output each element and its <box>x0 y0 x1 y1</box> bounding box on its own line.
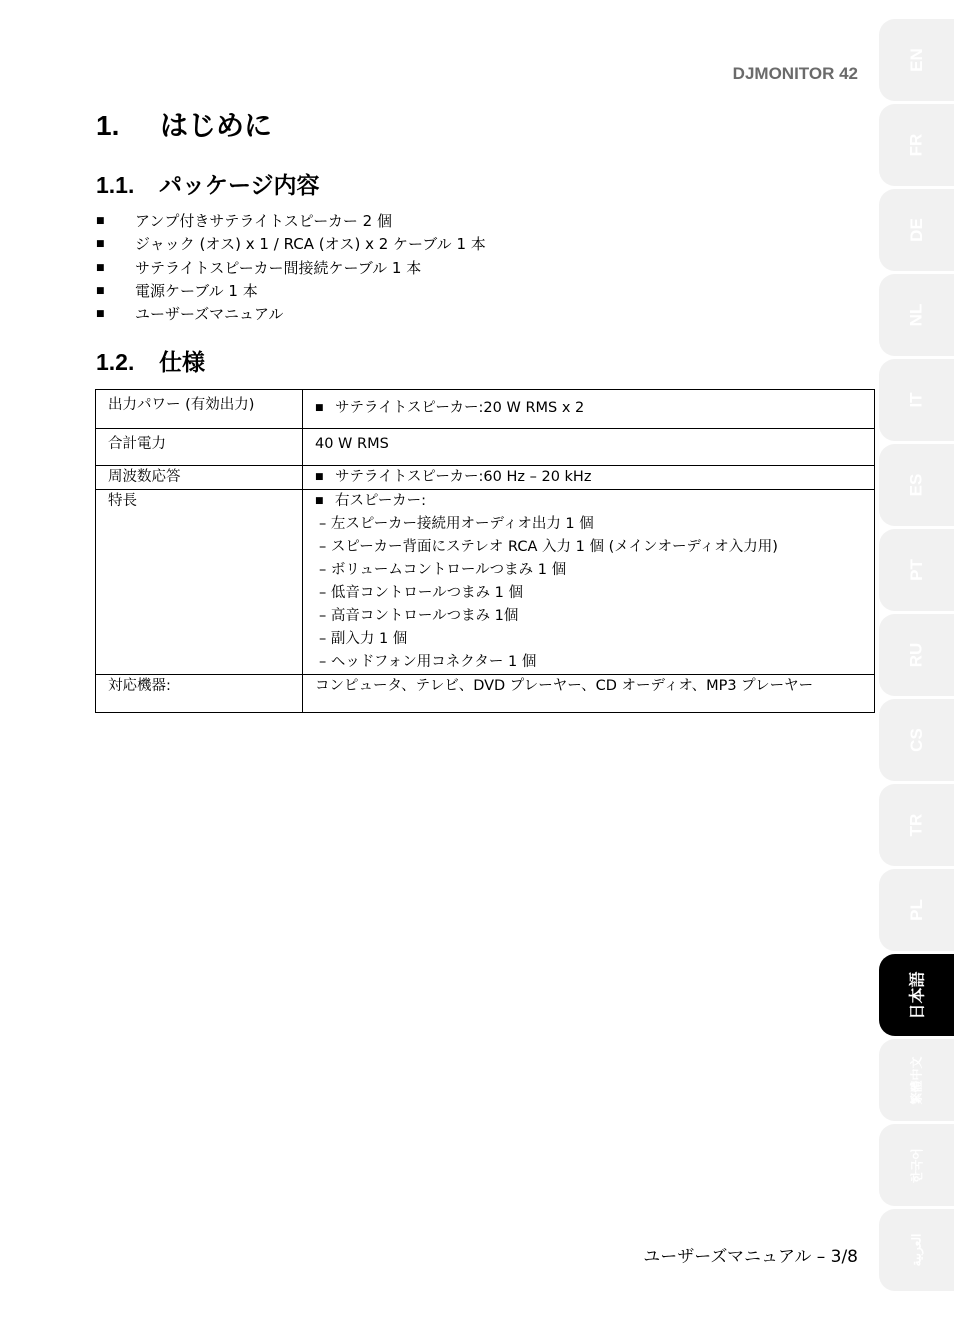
section-number: 1.1. <box>96 172 135 198</box>
tab-pl[interactable]: PL <box>879 869 954 951</box>
bullet-icon: ■ <box>315 472 324 482</box>
tab-zh-tw[interactable]: 繁體中文 <box>879 1039 954 1121</box>
spec-label: 合計電力 <box>96 429 303 466</box>
tab-ko[interactable]: 한국어 <box>879 1124 954 1206</box>
section-1-2-heading <box>96 344 205 377</box>
spec-label: 特長 <box>96 490 303 675</box>
tab-ja[interactable]: 日本語 <box>879 954 954 1036</box>
bullet-icon: ■ <box>96 262 105 273</box>
bullet-icon: ■ <box>96 285 105 296</box>
tab-de[interactable]: DE <box>879 189 954 271</box>
section-title: 仕様 <box>159 350 205 376</box>
table-row <box>96 675 875 713</box>
table-row <box>96 466 875 490</box>
tab-it[interactable]: IT <box>879 359 954 441</box>
section-1-1-heading <box>96 167 320 200</box>
section-title: パッケージ内容 <box>159 173 320 199</box>
spec-label: 対応機器: <box>96 675 303 713</box>
list-item: ■ アンプ付きサテライトスピーカー 2 個 <box>96 210 486 233</box>
list-item: ■ ジャック (オス) x 1 / RCA (オス) x 2 ケーブル 1 本 <box>96 233 486 256</box>
spec-value: ■ 右スピーカー: – 左スピーカー接続用オーディオ出力 1 個 – スピーカー背面にステレオ RCA 入力 1 個 (メインオーディオ入力用) – ボリュームコントロールつまみ 1 個 – 低音コントロールつまみ 1 個 – 高音コントロールつまみ 1個 – 副入力 1 個 – ヘッドフォン用コネクター 1 個 <box>303 490 875 675</box>
table-row <box>96 429 875 466</box>
table-row <box>96 390 875 429</box>
bullet-icon: ■ <box>96 216 105 226</box>
bullet-icon: ■ <box>96 239 105 250</box>
spec-value: ■ サテライトスピーカー:20 W RMS x 2 <box>303 390 875 429</box>
package-contents-list <box>96 210 486 326</box>
bullet-icon: ■ <box>315 496 324 506</box>
page-footer: ユーザーズマニュアル – 3/8 <box>643 1247 858 1267</box>
tab-en[interactable]: EN <box>879 19 954 101</box>
header-model: DJMONITOR 42 <box>732 64 858 83</box>
spec-value: 40 W RMS <box>303 429 875 466</box>
spec-label: 出力パワー (有効出力) <box>96 390 303 429</box>
bullet-icon: ■ <box>315 403 324 413</box>
spec-label: 周波数応答 <box>96 466 303 490</box>
tab-pt[interactable]: PT <box>879 529 954 611</box>
list-item: ■ 電源ケーブル 1 本 <box>96 280 486 303</box>
tab-cs[interactable]: CS <box>879 699 954 781</box>
spec-value: ■ サテライトスピーカー:60 Hz – 20 kHz <box>303 466 875 490</box>
bullet-icon: ■ <box>96 309 105 320</box>
list-item: ■ サテライトスピーカー間接続ケーブル 1 本 <box>96 257 486 280</box>
section-number: 1.2. <box>96 349 135 375</box>
spec-table <box>95 389 875 713</box>
tab-ar[interactable]: العربية <box>879 1209 954 1291</box>
section-1-heading <box>96 104 272 144</box>
section-number: 1. <box>96 110 120 141</box>
spec-value: コンピュータ、テレビ、DVD プレーヤー、CD オーディオ、MP3 プレーヤー <box>303 675 875 713</box>
list-item: ■ ユーザーズマニュアル <box>96 303 486 326</box>
table-row <box>96 490 875 675</box>
section-title: はじめに <box>160 109 273 142</box>
tab-ru[interactable]: RU <box>879 614 954 696</box>
tab-es[interactable]: ES <box>879 444 954 526</box>
tab-nl[interactable]: NL <box>879 274 954 356</box>
tab-tr[interactable]: TR <box>879 784 954 866</box>
tab-fr[interactable]: FR <box>879 104 954 186</box>
